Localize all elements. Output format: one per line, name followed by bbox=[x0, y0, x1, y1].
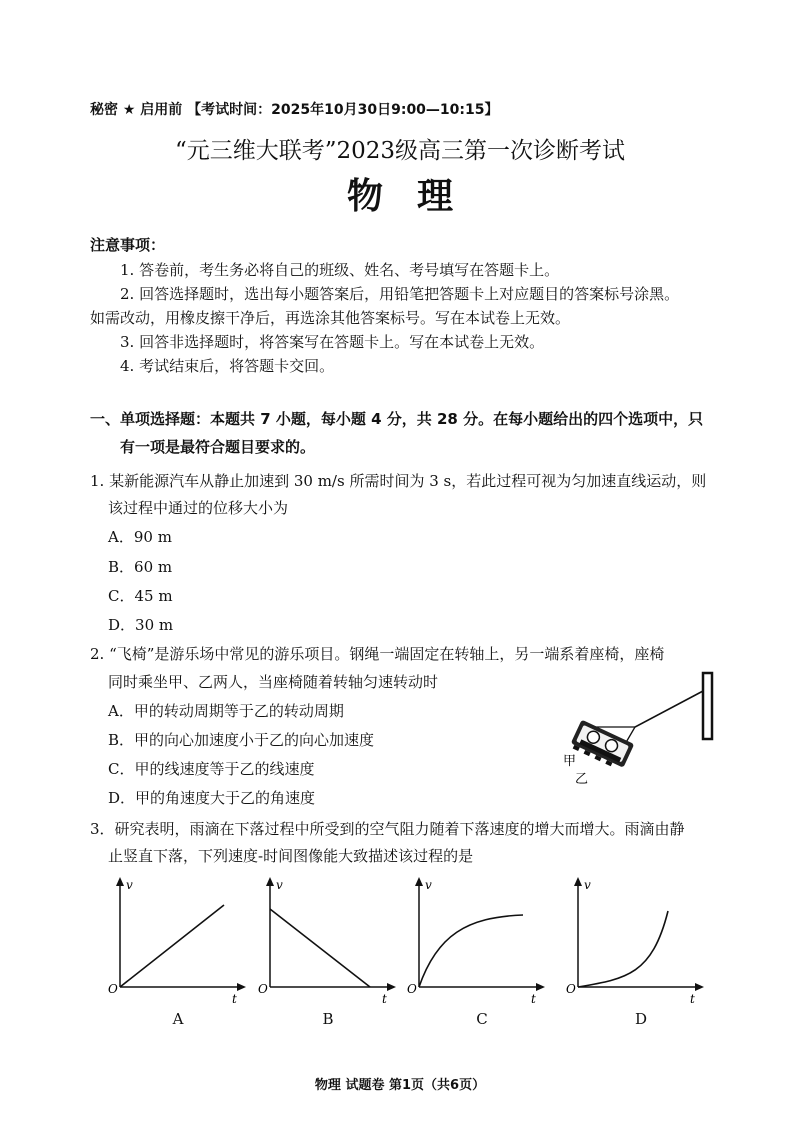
notes-heading: 注意事项： bbox=[90, 236, 166, 254]
question-1-stem: 1. 某新能源汽车从静止加速到 30 m/s 所需时间为 3 s，若此过程可视为匀加速直线运动，则 bbox=[90, 472, 707, 490]
graph-a bbox=[108, 875, 248, 1010]
section-1-heading-cont: 有一项是最符合题目要求的。 bbox=[120, 438, 316, 456]
question-1-stem-cont: 该过程中通过的位移大小为 bbox=[108, 499, 289, 517]
label-yi: 乙 bbox=[575, 772, 589, 787]
graph-a-origin: O bbox=[108, 982, 118, 996]
graph-d-curve bbox=[578, 911, 668, 987]
graph-d-t-label: t bbox=[690, 992, 695, 1006]
label-jia: 甲 bbox=[563, 754, 577, 769]
question-2-stem-cont: 同时乘坐甲、乙两人，当座椅随着转轴匀速转动时 bbox=[108, 673, 439, 691]
question-1-option-a: A．90 m bbox=[108, 528, 172, 546]
question-3-stem: 3．研究表明，雨滴在下落过程中所受到的空气阻力随着下落速度的增大而增大。雨滴由静 bbox=[90, 820, 685, 838]
graph-b-label: B bbox=[322, 1010, 334, 1028]
note-item-1: 1. 答卷前，考生务必将自己的班级、姓名、考号填写在答题卡上。 bbox=[120, 261, 560, 279]
question-1-option-c: C．45 m bbox=[108, 587, 173, 605]
question-2-option-c: C．甲的线速度等于乙的线速度 bbox=[108, 760, 315, 778]
graph-c-origin: O bbox=[407, 982, 417, 996]
exam-title: “元三维大联考”2023级高三第一次诊断考试 bbox=[174, 138, 626, 164]
graph-d bbox=[566, 875, 706, 1010]
graph-c-curve bbox=[419, 915, 523, 987]
graph-d-origin: O bbox=[566, 982, 576, 996]
note-item-4: 4. 考试结束后，将答题卡交回。 bbox=[120, 357, 335, 375]
graph-b bbox=[258, 875, 398, 1010]
question-3-stem-cont: 止竖直下落，下列速度-时间图像能大致描述该过程的是 bbox=[108, 847, 474, 865]
question-1-option-b: B．60 m bbox=[108, 558, 173, 576]
question-1-option-d: D．30 m bbox=[108, 616, 174, 634]
note-item-2: 2. 回答选择题时，选出每小题答案后，用铅笔把答题卡上对应题目的答案标号涂黑。 bbox=[120, 285, 680, 303]
question-2-option-b: B．甲的向心加速度小于乙的向心加速度 bbox=[108, 731, 375, 749]
graph-c bbox=[407, 875, 547, 1010]
graph-a-v-label: v bbox=[126, 878, 133, 892]
graph-d-label: D bbox=[634, 1010, 648, 1028]
page-footer: 物理 试题卷 第1页（共6页） bbox=[314, 1078, 486, 1093]
note-item-2-cont: 如需改动，用橡皮擦干净后，再选涂其他答案标号。写在本试卷上无效。 bbox=[90, 309, 571, 327]
graph-c-v-label: v bbox=[425, 878, 432, 892]
note-item-3: 3. 回答非选择题时，将答案写在答题卡上。写在本试卷上无效。 bbox=[120, 333, 545, 351]
question-2-option-d: D．甲的角速度大于乙的角速度 bbox=[108, 789, 316, 807]
graph-d-v-label: v bbox=[584, 878, 591, 892]
graph-c-t-label: t bbox=[531, 992, 536, 1006]
rotation-shaft bbox=[703, 673, 712, 739]
section-1-heading: 一、单项选择题：本题共 7 小题，每小题 4 分，共 28 分。在每小题给出的四个选项中，只 bbox=[90, 410, 704, 428]
graph-a-curve bbox=[120, 905, 224, 987]
graph-a-t-label: t bbox=[232, 992, 237, 1006]
flying-chair-figure bbox=[555, 665, 725, 795]
question-2-option-a: A．甲的转动周期等于乙的转动周期 bbox=[108, 702, 344, 720]
exam-secret-time-line: 秘密 ★ 启用前 【考试时间：2025年10月30日9:00—10:15】 bbox=[90, 102, 499, 118]
subject-title: 物理 bbox=[346, 176, 487, 217]
graph-b-origin: O bbox=[258, 982, 268, 996]
graph-b-v-label: v bbox=[276, 878, 283, 892]
graph-b-t-label: t bbox=[382, 992, 387, 1006]
graph-a-label: A bbox=[172, 1010, 184, 1028]
steel-cable bbox=[635, 691, 703, 727]
graph-b-curve bbox=[270, 909, 370, 987]
question-2-stem: 2. “飞椅”是游乐场中常见的游乐项目。钢绳一端固定在转轴上，另一端系着座椅，座椅 bbox=[90, 645, 665, 663]
graph-c-label: C bbox=[476, 1010, 488, 1028]
